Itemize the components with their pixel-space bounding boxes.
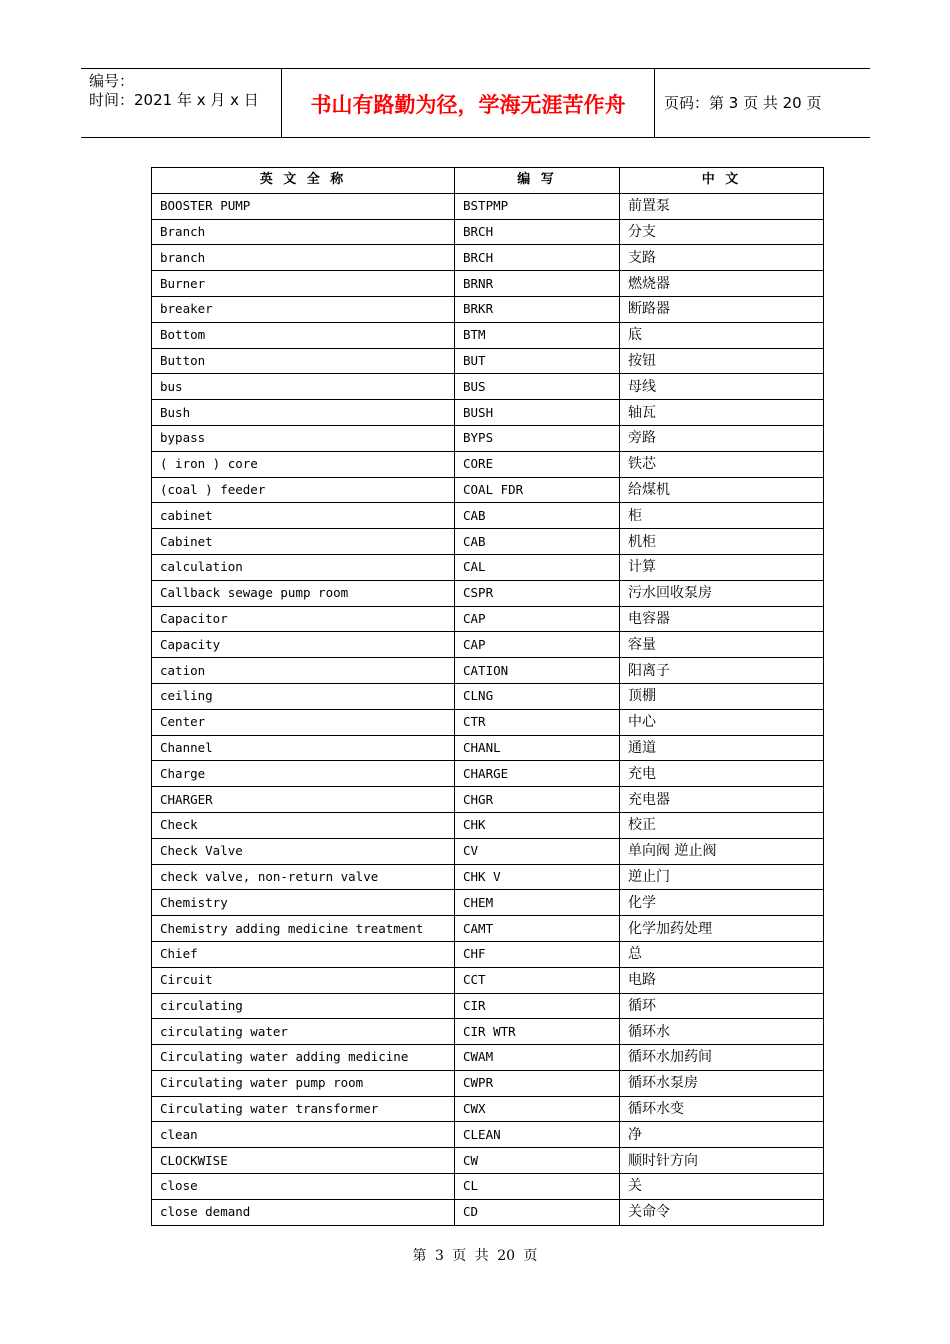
abbreviation-cell: CIR WTR xyxy=(455,1019,620,1045)
english-term-cell: Cabinet xyxy=(152,529,455,555)
abbreviation-cell: CHARGE xyxy=(455,761,620,787)
abbreviation-cell: CWX xyxy=(455,1096,620,1122)
abbreviation-cell: CHK xyxy=(455,812,620,838)
table-row xyxy=(152,967,824,993)
abbreviation-cell: CAP xyxy=(455,632,620,658)
english-term-cell: circulating water xyxy=(152,1019,455,1045)
english-term-cell: clean xyxy=(152,1122,455,1148)
chinese-term-cell: 循环水泵房 xyxy=(620,1070,824,1096)
table-row xyxy=(152,1199,824,1225)
abbreviation-cell: CWAM xyxy=(455,1045,620,1071)
chinese-term-cell: 净 xyxy=(620,1122,824,1148)
abbreviation-cell: CHK V xyxy=(455,864,620,890)
english-term-cell: Channel xyxy=(152,735,455,761)
chinese-term-cell: 顶棚 xyxy=(620,683,824,709)
abbreviation-cell: CATION xyxy=(455,658,620,684)
english-term-cell: Circuit xyxy=(152,967,455,993)
table-row xyxy=(152,1148,824,1174)
table-header-row xyxy=(152,168,824,194)
table-row xyxy=(152,477,824,503)
abbreviation-cell: BRKR xyxy=(455,296,620,322)
table-row xyxy=(152,425,824,451)
chinese-term-cell: 化学加药处理 xyxy=(620,916,824,942)
chinese-term-cell: 母线 xyxy=(620,374,824,400)
table-row xyxy=(152,838,824,864)
abbreviation-cell: BRCH xyxy=(455,219,620,245)
table-row xyxy=(152,890,824,916)
abbreviation-cell: CWPR xyxy=(455,1070,620,1096)
chinese-term-cell: 循环 xyxy=(620,993,824,1019)
table-row xyxy=(152,348,824,374)
english-term-cell: Capacitor xyxy=(152,606,455,632)
english-term-cell: Center xyxy=(152,709,455,735)
table-row xyxy=(152,580,824,606)
chinese-term-cell: 通道 xyxy=(620,735,824,761)
table-row xyxy=(152,529,824,555)
chinese-term-cell: 中心 xyxy=(620,709,824,735)
table-row xyxy=(152,400,824,426)
abbreviation-cell: CAB xyxy=(455,529,620,555)
table-row xyxy=(152,503,824,529)
chinese-term-cell: 容量 xyxy=(620,632,824,658)
chinese-term-cell: 断路器 xyxy=(620,296,824,322)
english-term-cell: Branch xyxy=(152,219,455,245)
abbreviation-cell: CHANL xyxy=(455,735,620,761)
english-term-cell: ( iron ) core xyxy=(152,451,455,477)
chinese-term-cell: 校正 xyxy=(620,812,824,838)
english-term-cell: (coal ) feeder xyxy=(152,477,455,503)
english-term-cell: Circulating water transformer xyxy=(152,1096,455,1122)
table-row xyxy=(152,787,824,813)
table-row xyxy=(152,916,824,942)
table-row xyxy=(152,374,824,400)
table-row xyxy=(152,864,824,890)
abbreviation-cell: BYPS xyxy=(455,425,620,451)
chinese-term-cell: 底 xyxy=(620,322,824,348)
table-row xyxy=(152,219,824,245)
chinese-term-cell: 铁芯 xyxy=(620,451,824,477)
abbreviation-cell: BUT xyxy=(455,348,620,374)
chinese-term-cell: 循环水加药间 xyxy=(620,1045,824,1071)
abbreviation-cell: BUS xyxy=(455,374,620,400)
abbreviation-cell: CIR xyxy=(455,993,620,1019)
table-row xyxy=(152,812,824,838)
english-term-cell: bypass xyxy=(152,425,455,451)
table-row xyxy=(152,735,824,761)
abbreviation-cell: CAL xyxy=(455,554,620,580)
abbreviation-cell: BRCH xyxy=(455,245,620,271)
chinese-term-cell: 电容器 xyxy=(620,606,824,632)
page-footer: 第 3 页 共 20 页 xyxy=(412,1248,538,1264)
chinese-term-cell: 充电 xyxy=(620,761,824,787)
english-term-cell: BOOSTER PUMP xyxy=(152,193,455,219)
chinese-term-cell: 阳离子 xyxy=(620,658,824,684)
chinese-term-cell: 燃烧器 xyxy=(620,271,824,297)
abbreviation-cell: CTR xyxy=(455,709,620,735)
chinese-term-cell: 轴瓦 xyxy=(620,400,824,426)
table-row xyxy=(152,1070,824,1096)
chinese-term-cell: 污水回收泵房 xyxy=(620,580,824,606)
table-row xyxy=(152,606,824,632)
abbreviation-cell: CAP xyxy=(455,606,620,632)
english-term-cell: bus xyxy=(152,374,455,400)
table-row xyxy=(152,1174,824,1200)
chinese-term-cell: 给煤机 xyxy=(620,477,824,503)
table-row xyxy=(152,709,824,735)
chinese-term-cell: 顺时针方向 xyxy=(620,1148,824,1174)
table-row xyxy=(152,245,824,271)
chinese-term-cell: 按钮 xyxy=(620,348,824,374)
chinese-term-cell: 关 xyxy=(620,1174,824,1200)
english-term-cell: Charge xyxy=(152,761,455,787)
header-page-cell xyxy=(655,69,870,137)
chinese-term-cell: 循环水 xyxy=(620,1019,824,1045)
chinese-term-cell: 支路 xyxy=(620,245,824,271)
english-term-cell: ceiling xyxy=(152,683,455,709)
english-term-cell: Burner xyxy=(152,271,455,297)
chinese-term-cell: 关命令 xyxy=(620,1199,824,1225)
chinese-term-cell: 柜 xyxy=(620,503,824,529)
motto-text: 书山有路勤为径，学海无涯苦作舟 xyxy=(310,93,626,117)
chinese-term-cell: 化学 xyxy=(620,890,824,916)
english-term-cell: branch xyxy=(152,245,455,271)
english-term-cell: Bottom xyxy=(152,322,455,348)
abbreviation-cell: CV xyxy=(455,838,620,864)
chinese-term-cell: 前置泵 xyxy=(620,193,824,219)
abbreviation-cell: CL xyxy=(455,1174,620,1200)
english-term-cell: calculation xyxy=(152,554,455,580)
english-term-cell: Callback sewage pump room xyxy=(152,580,455,606)
english-term-cell: Check xyxy=(152,812,455,838)
english-term-cell: Check Valve xyxy=(152,838,455,864)
abbreviation-cell: CAMT xyxy=(455,916,620,942)
english-term-cell: Chemistry adding medicine treatment xyxy=(152,916,455,942)
abbreviation-cell: BRNR xyxy=(455,271,620,297)
table-row xyxy=(152,683,824,709)
table-row xyxy=(152,554,824,580)
number-label: 编号： xyxy=(89,72,135,90)
date-label: 时间：2021 年 x 月 x 日 xyxy=(89,91,259,109)
english-term-cell: cation xyxy=(152,658,455,684)
english-term-cell: Circulating water pump room xyxy=(152,1070,455,1096)
chinese-term-cell: 计算 xyxy=(620,554,824,580)
abbreviation-cell: CHGR xyxy=(455,787,620,813)
chinese-term-cell: 充电器 xyxy=(620,787,824,813)
table-row xyxy=(152,296,824,322)
header-motto-cell xyxy=(282,69,655,137)
abbreviation-cell: COAL FDR xyxy=(455,477,620,503)
english-term-cell: Bush xyxy=(152,400,455,426)
english-term-cell: close xyxy=(152,1174,455,1200)
abbreviation-cell: CCT xyxy=(455,967,620,993)
table-row xyxy=(152,761,824,787)
english-term-cell: Chemistry xyxy=(152,890,455,916)
header-meta-cell xyxy=(81,69,282,137)
col-header-chinese: 中 文 xyxy=(620,168,824,194)
abbreviation-cell: BSTPMP xyxy=(455,193,620,219)
glossary-table xyxy=(151,167,824,1226)
chinese-term-cell: 分支 xyxy=(620,219,824,245)
english-term-cell: Capacity xyxy=(152,632,455,658)
table-row xyxy=(152,271,824,297)
abbreviation-cell: BUSH xyxy=(455,400,620,426)
table-row xyxy=(152,993,824,1019)
chinese-term-cell: 逆止门 xyxy=(620,864,824,890)
page-code: 页码：第 3 页 共 20 页 xyxy=(664,94,822,112)
chinese-term-cell: 旁路 xyxy=(620,425,824,451)
col-header-abbreviation: 编 写 xyxy=(455,168,620,194)
abbreviation-cell: CORE xyxy=(455,451,620,477)
page-header xyxy=(81,68,870,138)
table-row xyxy=(152,1096,824,1122)
table-row xyxy=(152,322,824,348)
english-term-cell: CLOCKWISE xyxy=(152,1148,455,1174)
abbreviation-cell: CHF xyxy=(455,941,620,967)
abbreviation-cell: CW xyxy=(455,1148,620,1174)
table-row xyxy=(152,941,824,967)
chinese-term-cell: 总 xyxy=(620,941,824,967)
english-term-cell: check valve, non-return valve xyxy=(152,864,455,890)
table-row xyxy=(152,632,824,658)
table-row xyxy=(152,193,824,219)
chinese-term-cell: 机柜 xyxy=(620,529,824,555)
chinese-term-cell: 循环水变 xyxy=(620,1096,824,1122)
abbreviation-cell: CD xyxy=(455,1199,620,1225)
english-term-cell: close demand xyxy=(152,1199,455,1225)
table-row xyxy=(152,1045,824,1071)
chinese-term-cell: 单向阀 逆止阀 xyxy=(620,838,824,864)
table-row xyxy=(152,451,824,477)
abbreviation-cell: CLEAN xyxy=(455,1122,620,1148)
english-term-cell: Button xyxy=(152,348,455,374)
english-term-cell: Circulating water adding medicine xyxy=(152,1045,455,1071)
abbreviation-cell: CHEM xyxy=(455,890,620,916)
abbreviation-cell: CAB xyxy=(455,503,620,529)
col-header-english: 英 文 全 称 xyxy=(152,168,455,194)
english-term-cell: Chief xyxy=(152,941,455,967)
english-term-cell: CHARGER xyxy=(152,787,455,813)
table-row xyxy=(152,658,824,684)
english-term-cell: circulating xyxy=(152,993,455,1019)
english-term-cell: breaker xyxy=(152,296,455,322)
abbreviation-cell: CLNG xyxy=(455,683,620,709)
table-row xyxy=(152,1122,824,1148)
english-term-cell: cabinet xyxy=(152,503,455,529)
table-body xyxy=(152,193,824,1225)
abbreviation-cell: CSPR xyxy=(455,580,620,606)
abbreviation-cell: BTM xyxy=(455,322,620,348)
chinese-term-cell: 电路 xyxy=(620,967,824,993)
table-row xyxy=(152,1019,824,1045)
